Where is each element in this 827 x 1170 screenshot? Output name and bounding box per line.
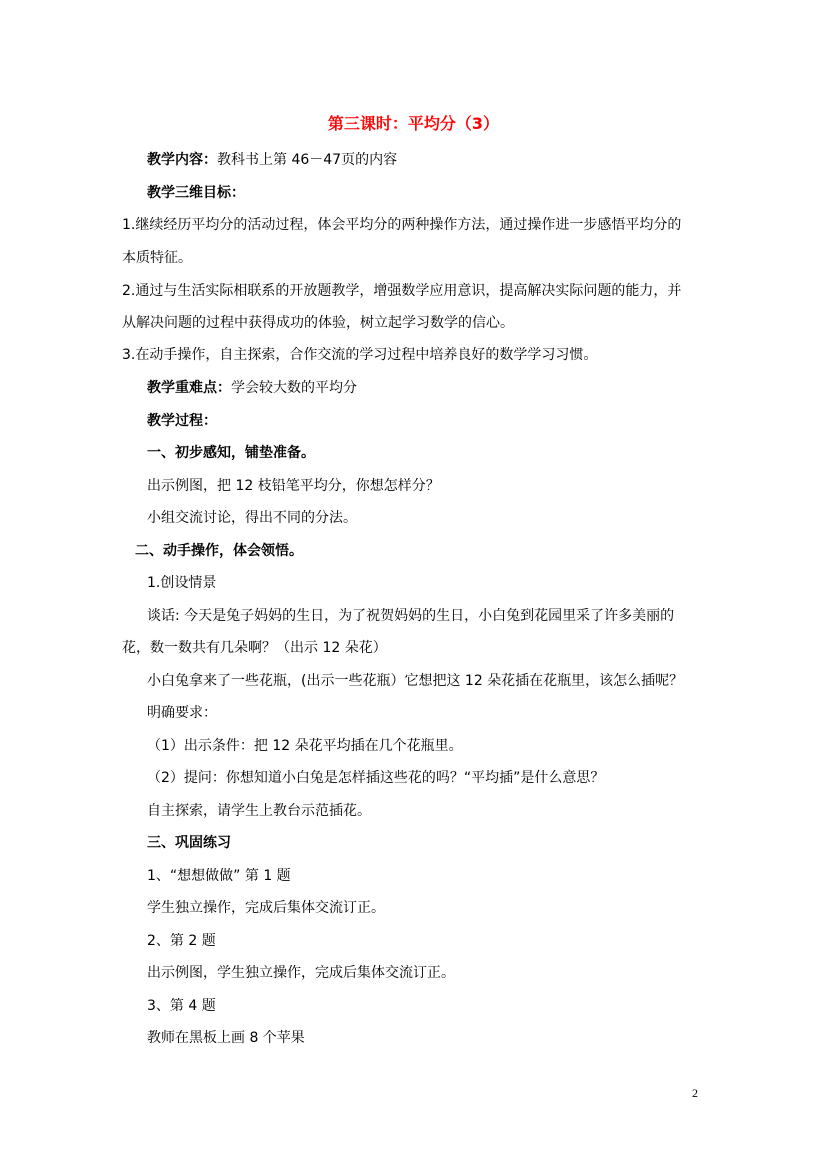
- exercise-1-title: 1、“想想做做” 第 1 题: [147, 868, 291, 884]
- page-title: 第三课时：平均分（3）: [327, 114, 500, 133]
- section-2-requirement-2: （2）提问：你想知道小白兔是怎样插这些花的吗？“平均插”是什么意思？: [147, 770, 605, 786]
- section-1-line-2: 小组交流讨论，得出不同的分法。: [147, 510, 357, 526]
- goal-2-line-1: 2.通过与生活实际相联系的开放题教学，增强数学应用意识，提高解决实际问题的能力，并: [122, 283, 682, 299]
- content-label: 教学内容：: [147, 152, 217, 168]
- process-heading: 教学过程：: [147, 413, 217, 429]
- page-number: 2: [692, 1086, 698, 1100]
- section-2-heading: 二、动手操作，体会领悟。: [135, 543, 303, 559]
- section-2-requirements: 明确要求：: [147, 705, 217, 721]
- exercise-2-text: 出示例图，学生独立操作，完成后集体交流订正。: [147, 965, 455, 981]
- exercise-3-text: 教师在黑板上画 8 个苹果: [147, 1030, 305, 1046]
- goal-1-line-2: 本质特征。: [122, 250, 192, 266]
- goals-heading: 教学三维目标：: [147, 185, 245, 201]
- goal-2-line-2: 从解决问题的过程中获得成功的体验，树立起学习数学的信心。: [122, 315, 514, 331]
- section-1-heading: 一、初步感知，铺垫准备。: [147, 445, 315, 461]
- content-row: [147, 150, 397, 170]
- key-points-row: [147, 378, 357, 398]
- exercise-2-title: 2、第 2 题: [147, 933, 216, 949]
- exercise-1-text: 学生独立操作，完成后集体交流订正。: [147, 900, 385, 916]
- section-2-vase-line: 小白兔拿来了一些花瓶，(出示一些花瓶）它想把这 12 朵花插在花瓶里，该怎么插呢？: [147, 673, 684, 689]
- key-points-value: 学会较大数的平均分: [231, 380, 357, 396]
- section-2-talk-line-2: 花，数一数共有几朵啊？（出示 12 朵花）: [122, 640, 387, 656]
- goal-3: 3.在动手操作，自主探索，合作交流的学习过程中培养良好的数学学习习惯。: [122, 347, 598, 363]
- section-2-requirement-1: （1）出示条件：把 12 朵花平均插在几个花瓶里。: [147, 738, 463, 754]
- goal-1-line-1: 1.继续经历平均分的活动过程，体会平均分的两种操作方法，通过操作进一步感悟平均分的: [122, 217, 682, 233]
- section-2-subheading: 1.创设情景: [147, 575, 217, 591]
- section-1-line-1: 出示例图，把 12 枝铅笔平均分，你想怎样分？: [147, 478, 440, 494]
- content-value: 教科书上第 46－47页的内容: [217, 152, 398, 168]
- exercise-3-title: 3、第 4 题: [147, 998, 216, 1014]
- key-points-label: 教学重难点：: [147, 380, 231, 396]
- section-3-heading: 三、巩固练习: [147, 835, 231, 851]
- section-2-talk-line-1: 谈话: 今天是兔子妈妈的生日，为了祝贺妈妈的生日，小白兔到花园里采了许多美丽的: [147, 608, 675, 624]
- section-2-explore: 自主探索，请学生上教台示范插花。: [147, 803, 371, 819]
